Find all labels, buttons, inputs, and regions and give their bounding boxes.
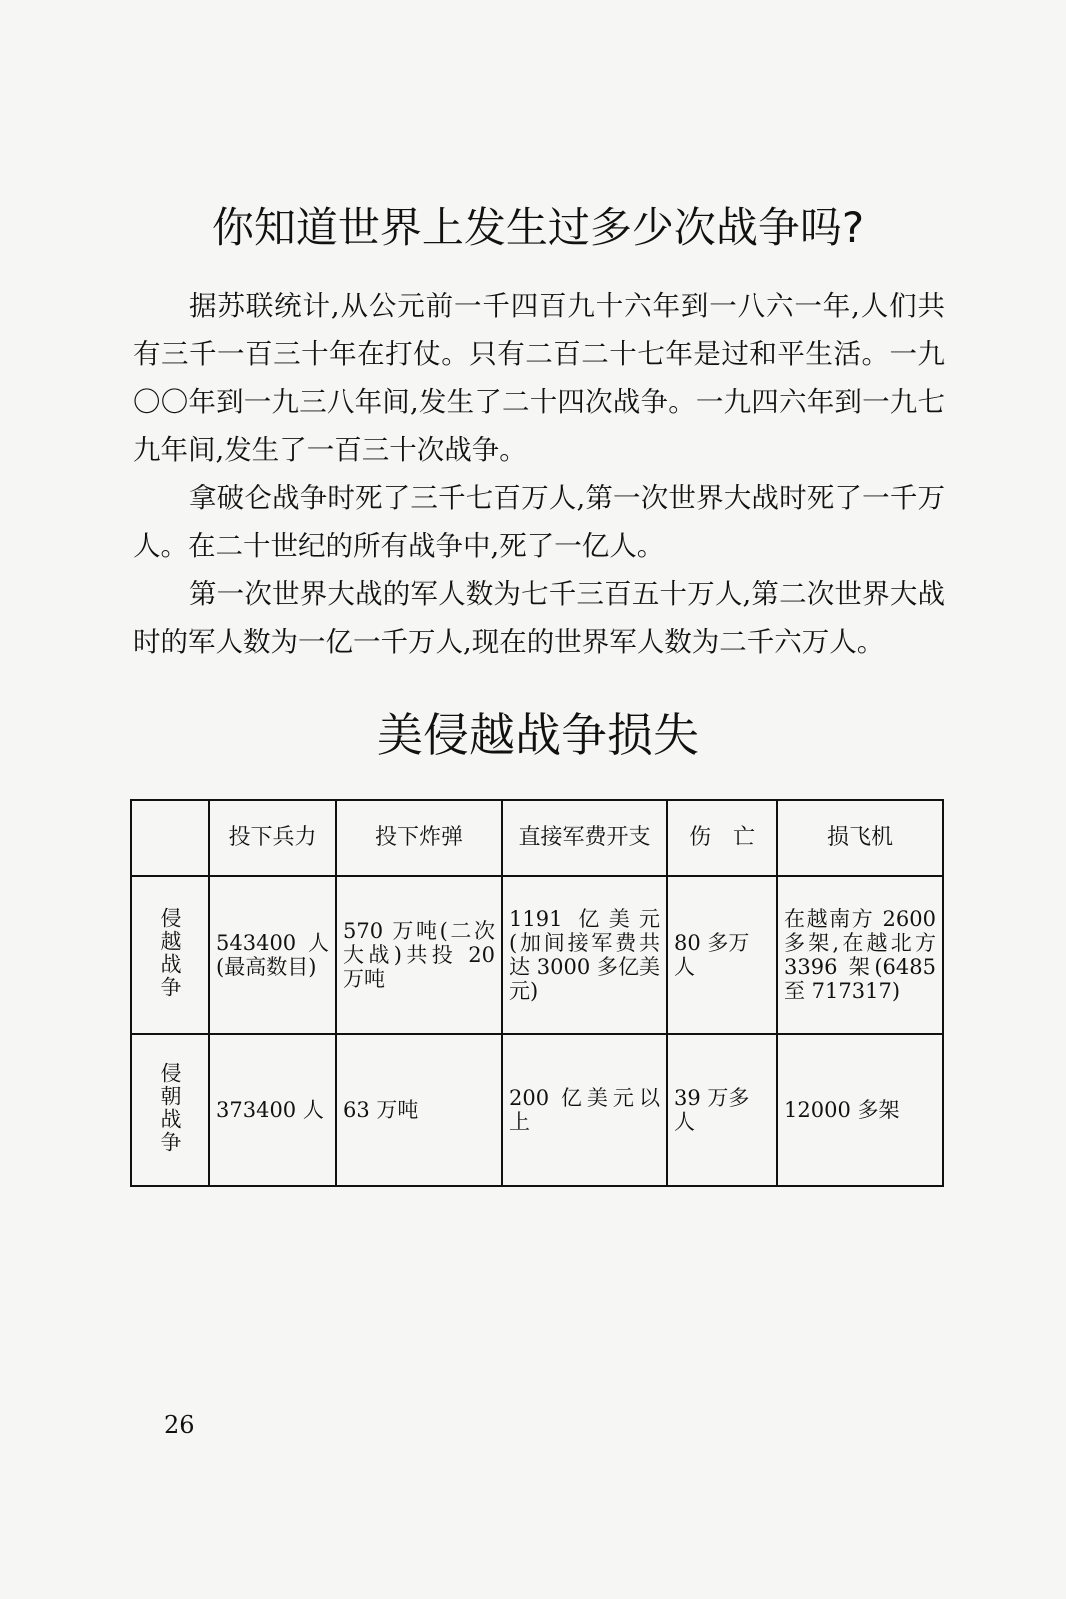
casualties-cell: 39 万多人 [667,1034,777,1186]
cost-cell: 200 亿美元以上 [502,1034,667,1186]
table-row [131,876,943,1034]
casualties-cell: 80 多万人 [667,876,777,1034]
column-header-bombs: 投下炸弹 [336,800,502,876]
troops-cell: 543400 人(最高数目) [209,876,336,1034]
row-label: 侵朝战争 [158,1061,182,1154]
cost-cell: 1191 亿美元(加间接军费共达 3000 多亿美元) [502,876,667,1034]
column-header-aircraft: 损飞机 [777,800,943,876]
paragraph: 据苏联统计,从公元前一千四百九十六年到一八六一年,人们共有三千一百三十年在打仗。只有二百二十七年是过和平生活。一九〇〇年到一九三八年间,发生了二十四次战争。一九四六年到一九七九年间,发生了一百三十次战争。 [133,290,945,466]
article-title: 你知道世界上发生过多少次战争吗? [211,203,865,252]
aircraft-cell: 12000 多架 [777,1034,943,1186]
page-number: 26 [164,1411,195,1439]
row-label-cell [131,1034,209,1186]
bombs-cell: 63 万吨 [336,1034,502,1186]
paragraph: 第一次世界大战的军人数为七千三百五十万人,第二次世界大战时的军人数为一亿一千万人,现在的世界军人数为二千六万人。 [133,578,945,658]
row-label-cell [131,876,209,1034]
column-header-troops: 投下兵力 [209,800,336,876]
table-row [131,1034,943,1186]
column-header-casualties: 伤 亡 [667,800,777,876]
column-header-empty [131,800,209,876]
troops-cell: 373400 人 [209,1034,336,1186]
table-section-title: 美侵越战争损失 [377,708,699,762]
column-header-cost: 直接军费开支 [502,800,667,876]
row-label: 侵越战争 [158,906,182,999]
table-header-row [131,800,943,876]
war-losses-table [130,799,944,1187]
paragraph: 拿破仑战争时死了三千七百万人,第一次世界大战时死了一千万人。在二十世纪的所有战争中,死了一亿人。 [133,482,945,562]
article-body [133,282,945,666]
bombs-cell: 570 万吨(二次大战)共投 20 万吨 [336,876,502,1034]
aircraft-cell: 在越南方 2600 多架,在越北方 3396 架(6485 至 717317) [777,876,943,1034]
